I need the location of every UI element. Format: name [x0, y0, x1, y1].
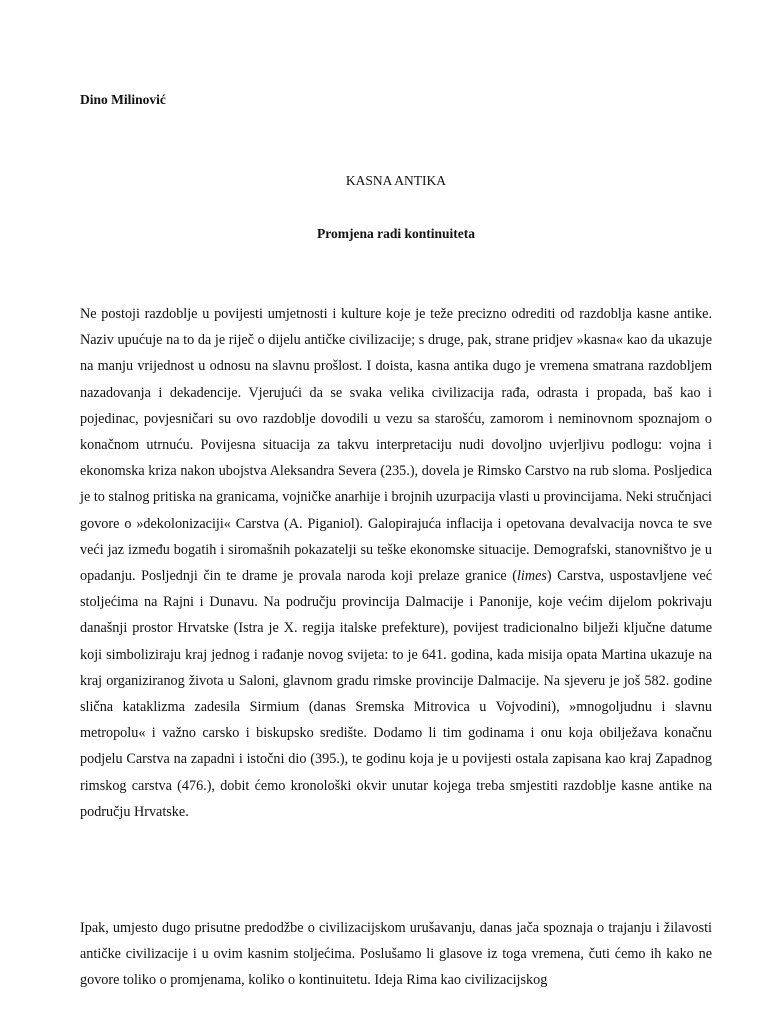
paragraph-1-italic-term: limes [516, 568, 547, 585]
body-paragraph-2: Ipak, umjesto dugo prisutne predodžbe o civilizacijskom urušavanju, danas jača spoznaja o trajanju i žilavosti antičke civilizacije i u ovim kasnim stoljećima. Poslušamo li glasove iz toga vremena, čuti ćemo ih kako ne govore toliko o promjenama, koliko o kontinuitetu. Ideja Rima kao civilizacijskog [80, 920, 712, 989]
paragraph-1-text-a: Ne postoji razdoblje u povijesti umjetnosti i kulture koje je teže precizno odrediti od razdoblja kasne antike. Naziv upućuje na to da je riječ o dijelu antičke civilizacije; s druge, pak, strane pridjev »kasna« kao da ukazuje na manju vrijednost u odnosu na slavnu prošlost. I doista, kasna antika dugo je vremena smatrana razdobljem nazadovanja i dekadencije. Vjerujući da se svaka velika civilizacija rađa, odrasta i propada, baš kao i pojedinac, povjesničari su ovo razdoblje dovodili u vezu sa starošću, zamorom i neminovnom spoznajom o konačnom utrnuću. Povijesna situacija za takvu interpretaciju nudi dovoljno uvjerljivu podlogu: vojna i ekonomska kriza nakon ubojstva Aleksandra Severa (235.), dovela je Rimsko Carstvo na rub sloma. Posljedica je to stalnog pritiska na granicama, vojničke anarhije i brojnih uzurpacija vlasti u provincijama. Neki stručnjaci govore o »dekolonizaciji« Carstva (A. Piganiol). Galopirajuća inflacija i opetovana devalvacija novca te sve veći jaz između bogatih i siromašnih pokazatelji su teške ekonomske situacije. Demografski, stanovništvo je u opadanju. Posljednji čin te drame je provala naroda koji prelaze granice ( [80, 306, 712, 585]
body-paragraph-1 [80, 301, 712, 825]
paragraph-1-text-b: ) Carstva, uspostavljene već stoljećima na Rajni i Dunavu. Na području provincija Dalmacije i Panonije, koje većim dijelom pokrivaju današnji prostor Hrvatske (Istra je X. regija italske prefekture), povijest tradicionalno bilježi ključne datume koji simboliziraju kraj jednog i rađanje novog svijeta: to je 641. godina, kada misija opata Martina ukazuje na kraj organiziranog života u Saloni, glavnom gradu rimske provincije Dalmacije. Na sjeveru je još 582. godine slična kataklizma zadesila Sirmium (danas Sremska Mitrovica u Vojvodini), »mnogoljudnu i slavnu metropolu« i važno carsko i biskupsko središte. Dodamo li tim godinama i onu koja obilježava konačnu podjelu Carstva na zapadni i istočni dio (395.), te godinu koja je u povijesti ostala zapisana kao kraj Zapadnog rimskog carstva (476.), dobit ćemo kronološki okvir unutar kojega treba smjestiti razdoblje kasne antike na području Hrvatske. [80, 568, 712, 820]
document-title: KASNA ANTIKA [345, 173, 447, 188]
author-name: Dino Milinović [80, 92, 166, 107]
document-subtitle: Promjena radi kontinuiteta [317, 226, 475, 241]
